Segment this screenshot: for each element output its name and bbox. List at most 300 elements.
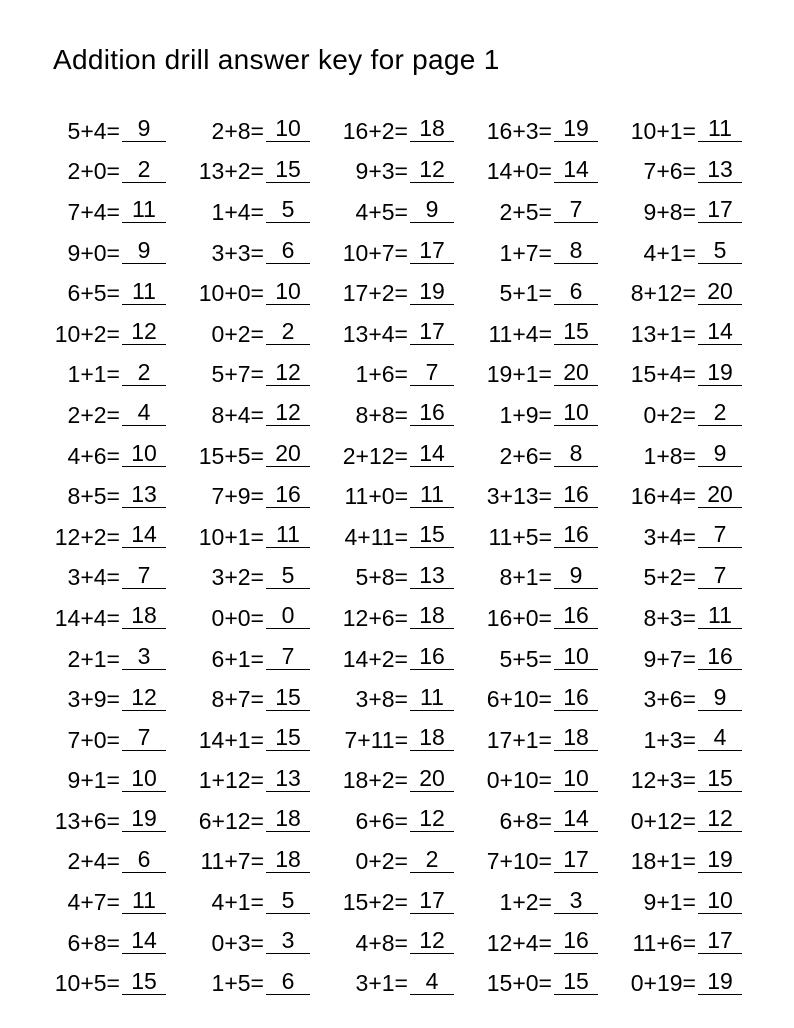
equation-text: 12+3= [630,767,696,794]
answer-blank: 19 [554,116,598,142]
equation-text: 8+5= [67,483,120,510]
equation-text: 2+1= [67,645,120,672]
answer-blank: 11 [122,279,166,305]
addition-problem [326,517,470,558]
answer-blank: 8 [554,238,598,264]
equation-text: 15+2= [342,889,408,916]
addition-problem [614,395,758,436]
addition-problem [182,476,326,517]
addition-problem [38,111,182,152]
equation-text: 14+0= [486,158,552,185]
answer-blank: 9 [698,685,742,711]
equation-text: 17+2= [342,280,408,307]
equation-text: 2+6= [499,442,552,469]
addition-problem [182,639,326,680]
addition-problem [614,517,758,558]
answer-blank: 4 [122,400,166,426]
answer-blank: 9 [554,563,598,589]
equation-text: 10+1= [198,523,264,550]
addition-problem [182,761,326,802]
equation-text: 6+12= [198,807,264,834]
addition-problem [38,314,182,355]
equation-text: 9+0= [67,239,120,266]
equation-text: 1+7= [499,239,552,266]
addition-problem [614,558,758,599]
answer-blank: 13 [266,766,310,792]
equation-text: 7+6= [643,158,696,185]
addition-problem [38,761,182,802]
answer-blank: 15 [266,157,310,183]
answer-blank: 14 [122,522,166,548]
equation-text: 4+8= [355,929,408,956]
addition-problem [614,192,758,233]
equation-text: 8+7= [211,686,264,713]
addition-problem [614,923,758,964]
answer-blank: 18 [410,725,454,751]
addition-problem [614,842,758,883]
answer-blank: 5 [266,888,310,914]
equation-text: 3+3= [211,239,264,266]
addition-problem [326,192,470,233]
equation-text: 11+6= [632,929,696,956]
equation-text: 1+12= [198,767,264,794]
answer-blank: 17 [410,238,454,264]
answer-blank: 16 [266,482,310,508]
equation-text: 16+0= [486,604,552,631]
equation-text: 2+8= [211,117,264,144]
answer-blank: 12 [266,400,310,426]
equation-text: 3+8= [355,686,408,713]
equation-text: 15+5= [198,442,264,469]
equation-text: 4+1= [211,889,264,916]
addition-problem [614,476,758,517]
equation-text: 5+2= [643,564,696,591]
equation-text: 13+6= [54,807,120,834]
equation-text: 2+12= [342,442,408,469]
equation-text: 9+1= [643,889,696,916]
answer-blank: 20 [266,441,310,467]
addition-problem [182,598,326,639]
equation-text: 3+4= [643,523,696,550]
answer-blank: 18 [266,847,310,873]
answer-blank: 17 [698,197,742,223]
addition-problem [326,639,470,680]
answer-blank: 17 [698,928,742,954]
answer-blank: 9 [122,116,166,142]
answer-blank: 17 [554,847,598,873]
answer-blank: 20 [698,279,742,305]
answer-blank: 14 [698,319,742,345]
equation-text: 8+8= [355,401,408,428]
answer-blank: 18 [554,725,598,751]
equation-text: 11+5= [488,523,552,550]
addition-problem [614,111,758,152]
equation-text: 5+5= [499,645,552,672]
addition-problem [470,679,614,720]
addition-problem [470,882,614,923]
answer-blank: 5 [266,563,310,589]
addition-problem [614,273,758,314]
addition-problem [614,882,758,923]
addition-problem [470,233,614,274]
addition-problem [38,639,182,680]
equation-text: 3+6= [643,686,696,713]
equation-text: 5+8= [355,564,408,591]
answer-blank: 3 [554,888,598,914]
equation-text: 10+1= [630,117,696,144]
equation-text: 11+7= [200,848,264,875]
answer-blank: 7 [698,563,742,589]
equation-text: 0+2= [643,401,696,428]
answer-blank: 12 [410,806,454,832]
answer-blank: 15 [122,969,166,995]
addition-problem [614,963,758,1004]
equation-text: 2+5= [499,198,552,225]
addition-problem [182,801,326,842]
addition-problem [182,558,326,599]
answer-blank: 2 [122,157,166,183]
equation-text: 7+10= [486,848,552,875]
answer-blank: 9 [410,197,454,223]
answer-blank: 16 [410,644,454,670]
answer-blank: 11 [410,685,454,711]
equation-text: 0+19= [630,970,696,997]
equation-text: 14+1= [198,726,264,753]
addition-problem [38,963,182,1004]
equation-text: 8+12= [630,280,696,307]
addition-problem [182,842,326,883]
equation-text: 7+11= [344,726,408,753]
answer-blank: 8 [554,441,598,467]
addition-problem [38,558,182,599]
equation-text: 6+10= [486,686,552,713]
addition-problem [470,273,614,314]
addition-problem [470,395,614,436]
addition-problem [38,436,182,477]
addition-problem [182,192,326,233]
equation-text: 13+1= [630,320,696,347]
answer-blank: 19 [410,279,454,305]
answer-blank: 14 [410,441,454,467]
addition-problem [182,314,326,355]
equation-text: 9+3= [355,158,408,185]
equation-text: 7+0= [67,726,120,753]
answer-blank: 3 [122,644,166,670]
addition-problem [470,720,614,761]
addition-problem [182,963,326,1004]
addition-problem [470,761,614,802]
answer-blank: 12 [698,806,742,832]
addition-problem [182,517,326,558]
equation-text: 0+3= [211,929,264,956]
addition-problem [326,598,470,639]
equation-text: 5+7= [211,361,264,388]
equation-text: 6+8= [499,807,552,834]
answer-blank: 10 [266,116,310,142]
addition-problem [614,233,758,274]
equation-text: 10+0= [198,280,264,307]
equation-text: 0+0= [211,604,264,631]
addition-problem [614,720,758,761]
answer-blank: 14 [554,806,598,832]
equation-text: 8+3= [643,604,696,631]
answer-blank: 18 [410,116,454,142]
addition-problem [182,395,326,436]
equation-text: 12+4= [486,929,552,956]
equation-text: 4+7= [67,889,120,916]
answer-blank: 9 [698,441,742,467]
addition-problem [182,152,326,193]
answer-blank: 18 [266,806,310,832]
answer-blank: 19 [698,360,742,386]
equation-text: 18+1= [630,848,696,875]
answer-blank: 19 [698,847,742,873]
addition-problem [182,355,326,396]
addition-problem [38,517,182,558]
answer-blank: 11 [122,197,166,223]
answer-blank: 5 [266,197,310,223]
addition-problem [326,152,470,193]
answer-blank: 6 [266,238,310,264]
addition-problem [38,273,182,314]
answer-blank: 14 [122,928,166,954]
answer-blank: 16 [410,400,454,426]
addition-problem [470,923,614,964]
equation-text: 13+4= [342,320,408,347]
answer-blank: 10 [266,279,310,305]
equation-text: 3+13= [486,483,552,510]
addition-problem [470,355,614,396]
addition-problem [614,152,758,193]
equation-text: 1+8= [643,442,696,469]
answer-blank: 16 [554,685,598,711]
addition-problem [326,923,470,964]
equation-text: 3+4= [67,564,120,591]
equation-text: 14+2= [342,645,408,672]
equation-text: 12+6= [342,604,408,631]
addition-problem [38,842,182,883]
addition-problem [614,639,758,680]
addition-problem [326,679,470,720]
addition-problem [38,882,182,923]
addition-problem [182,111,326,152]
addition-problem [470,517,614,558]
addition-problem [470,558,614,599]
addition-problem [326,355,470,396]
equation-text: 12+2= [54,523,120,550]
equation-text: 7+9= [211,483,264,510]
addition-problem [38,233,182,274]
answer-blank: 16 [554,522,598,548]
addition-problem [614,801,758,842]
addition-problem [326,395,470,436]
addition-problem [470,314,614,355]
equation-text: 1+6= [355,361,408,388]
addition-problem [470,111,614,152]
addition-problem [326,558,470,599]
equation-text: 4+5= [355,198,408,225]
answer-blank: 4 [410,969,454,995]
addition-problem [326,761,470,802]
addition-problem [182,436,326,477]
addition-problem [38,923,182,964]
addition-problem [182,720,326,761]
answer-blank: 13 [410,563,454,589]
answer-blank: 19 [122,806,166,832]
answer-blank: 9 [122,238,166,264]
answer-blank: 4 [698,725,742,751]
equation-text: 10+2= [54,320,120,347]
answer-blank: 6 [554,279,598,305]
equation-text: 2+2= [67,401,120,428]
equation-text: 6+8= [67,929,120,956]
answer-blank: 15 [266,685,310,711]
page-title: Addition drill answer key for page 1 [53,44,500,75]
addition-problem [470,598,614,639]
equation-text: 3+1= [355,970,408,997]
equation-text: 0+10= [486,767,552,794]
equation-text: 2+4= [67,848,120,875]
addition-problem [470,476,614,517]
answer-blank: 10 [122,766,166,792]
answer-blank: 20 [554,360,598,386]
answer-blank: 17 [410,319,454,345]
answer-blank: 10 [698,888,742,914]
addition-problem [326,801,470,842]
equation-text: 6+1= [211,645,264,672]
addition-problem [326,233,470,274]
equation-text: 0+12= [630,807,696,834]
equation-text: 7+4= [67,198,120,225]
addition-problem [614,761,758,802]
addition-problem [470,801,614,842]
answer-blank: 12 [410,928,454,954]
answer-blank: 20 [698,482,742,508]
answer-blank: 16 [554,928,598,954]
answer-blank: 7 [122,563,166,589]
equation-text: 16+3= [486,117,552,144]
addition-problem [182,923,326,964]
answer-blank: 16 [554,482,598,508]
answer-blank: 15 [554,319,598,345]
equation-text: 8+1= [499,564,552,591]
equation-text: 6+5= [67,280,120,307]
answer-blank: 10 [554,644,598,670]
answer-blank: 6 [122,847,166,873]
answer-blank: 6 [266,969,310,995]
equation-text: 1+9= [499,401,552,428]
equation-text: 11+0= [344,483,408,510]
addition-problem [38,598,182,639]
answer-blank: 15 [554,969,598,995]
answer-blank: 18 [410,603,454,629]
addition-problem [326,882,470,923]
answer-blank: 11 [698,603,742,629]
answer-blank: 2 [122,360,166,386]
addition-problem [326,111,470,152]
answer-blank: 12 [410,157,454,183]
answer-blank: 0 [266,603,310,629]
addition-problem [38,801,182,842]
addition-problem [326,273,470,314]
addition-problem [326,476,470,517]
answer-blank: 5 [698,238,742,264]
answer-blank: 11 [410,482,454,508]
equation-text: 16+2= [342,117,408,144]
addition-problem [470,436,614,477]
equation-text: 4+11= [344,523,408,550]
equation-text: 3+2= [211,564,264,591]
equation-text: 16+4= [630,483,696,510]
answer-blank: 12 [266,360,310,386]
answer-blank: 2 [410,847,454,873]
addition-problem [38,720,182,761]
addition-problem [614,355,758,396]
equation-text: 1+2= [499,889,552,916]
equation-text: 19+1= [486,361,552,388]
answer-blank: 7 [554,197,598,223]
answer-blank: 7 [410,360,454,386]
addition-problem [470,639,614,680]
answer-blank: 11 [698,116,742,142]
addition-problem [326,314,470,355]
equation-text: 5+4= [67,117,120,144]
answer-blank: 18 [122,603,166,629]
equation-text: 2+0= [67,158,120,185]
equation-text: 14+4= [54,604,120,631]
addition-problem [614,598,758,639]
answer-blank: 10 [554,400,598,426]
addition-problem [182,273,326,314]
equation-text: 13+2= [198,158,264,185]
answer-blank: 16 [698,644,742,670]
answer-blank: 11 [266,522,310,548]
equation-text: 4+1= [643,239,696,266]
answer-blank: 15 [266,725,310,751]
addition-problem [326,436,470,477]
addition-problem [326,963,470,1004]
equation-text: 1+3= [643,726,696,753]
equation-text: 4+6= [67,442,120,469]
answer-blank: 2 [266,319,310,345]
equation-text: 15+0= [486,970,552,997]
equation-text: 8+4= [211,401,264,428]
addition-problem [470,152,614,193]
addition-problem [614,436,758,477]
equation-text: 5+1= [499,280,552,307]
answer-blank: 7 [122,725,166,751]
addition-problem [38,476,182,517]
addition-problem [614,314,758,355]
equation-text: 17+1= [486,726,552,753]
problem-grid [38,111,758,1004]
answer-blank: 16 [554,603,598,629]
answer-blank: 13 [698,157,742,183]
equation-text: 0+2= [211,320,264,347]
addition-problem [470,963,614,1004]
answer-blank: 2 [698,400,742,426]
addition-problem [182,233,326,274]
answer-blank: 19 [698,969,742,995]
answer-blank: 12 [122,319,166,345]
answer-blank: 7 [698,522,742,548]
equation-text: 9+1= [67,767,120,794]
addition-problem [470,842,614,883]
answer-blank: 3 [266,928,310,954]
addition-problem [38,395,182,436]
answer-blank: 15 [410,522,454,548]
equation-text: 11+4= [488,320,552,347]
